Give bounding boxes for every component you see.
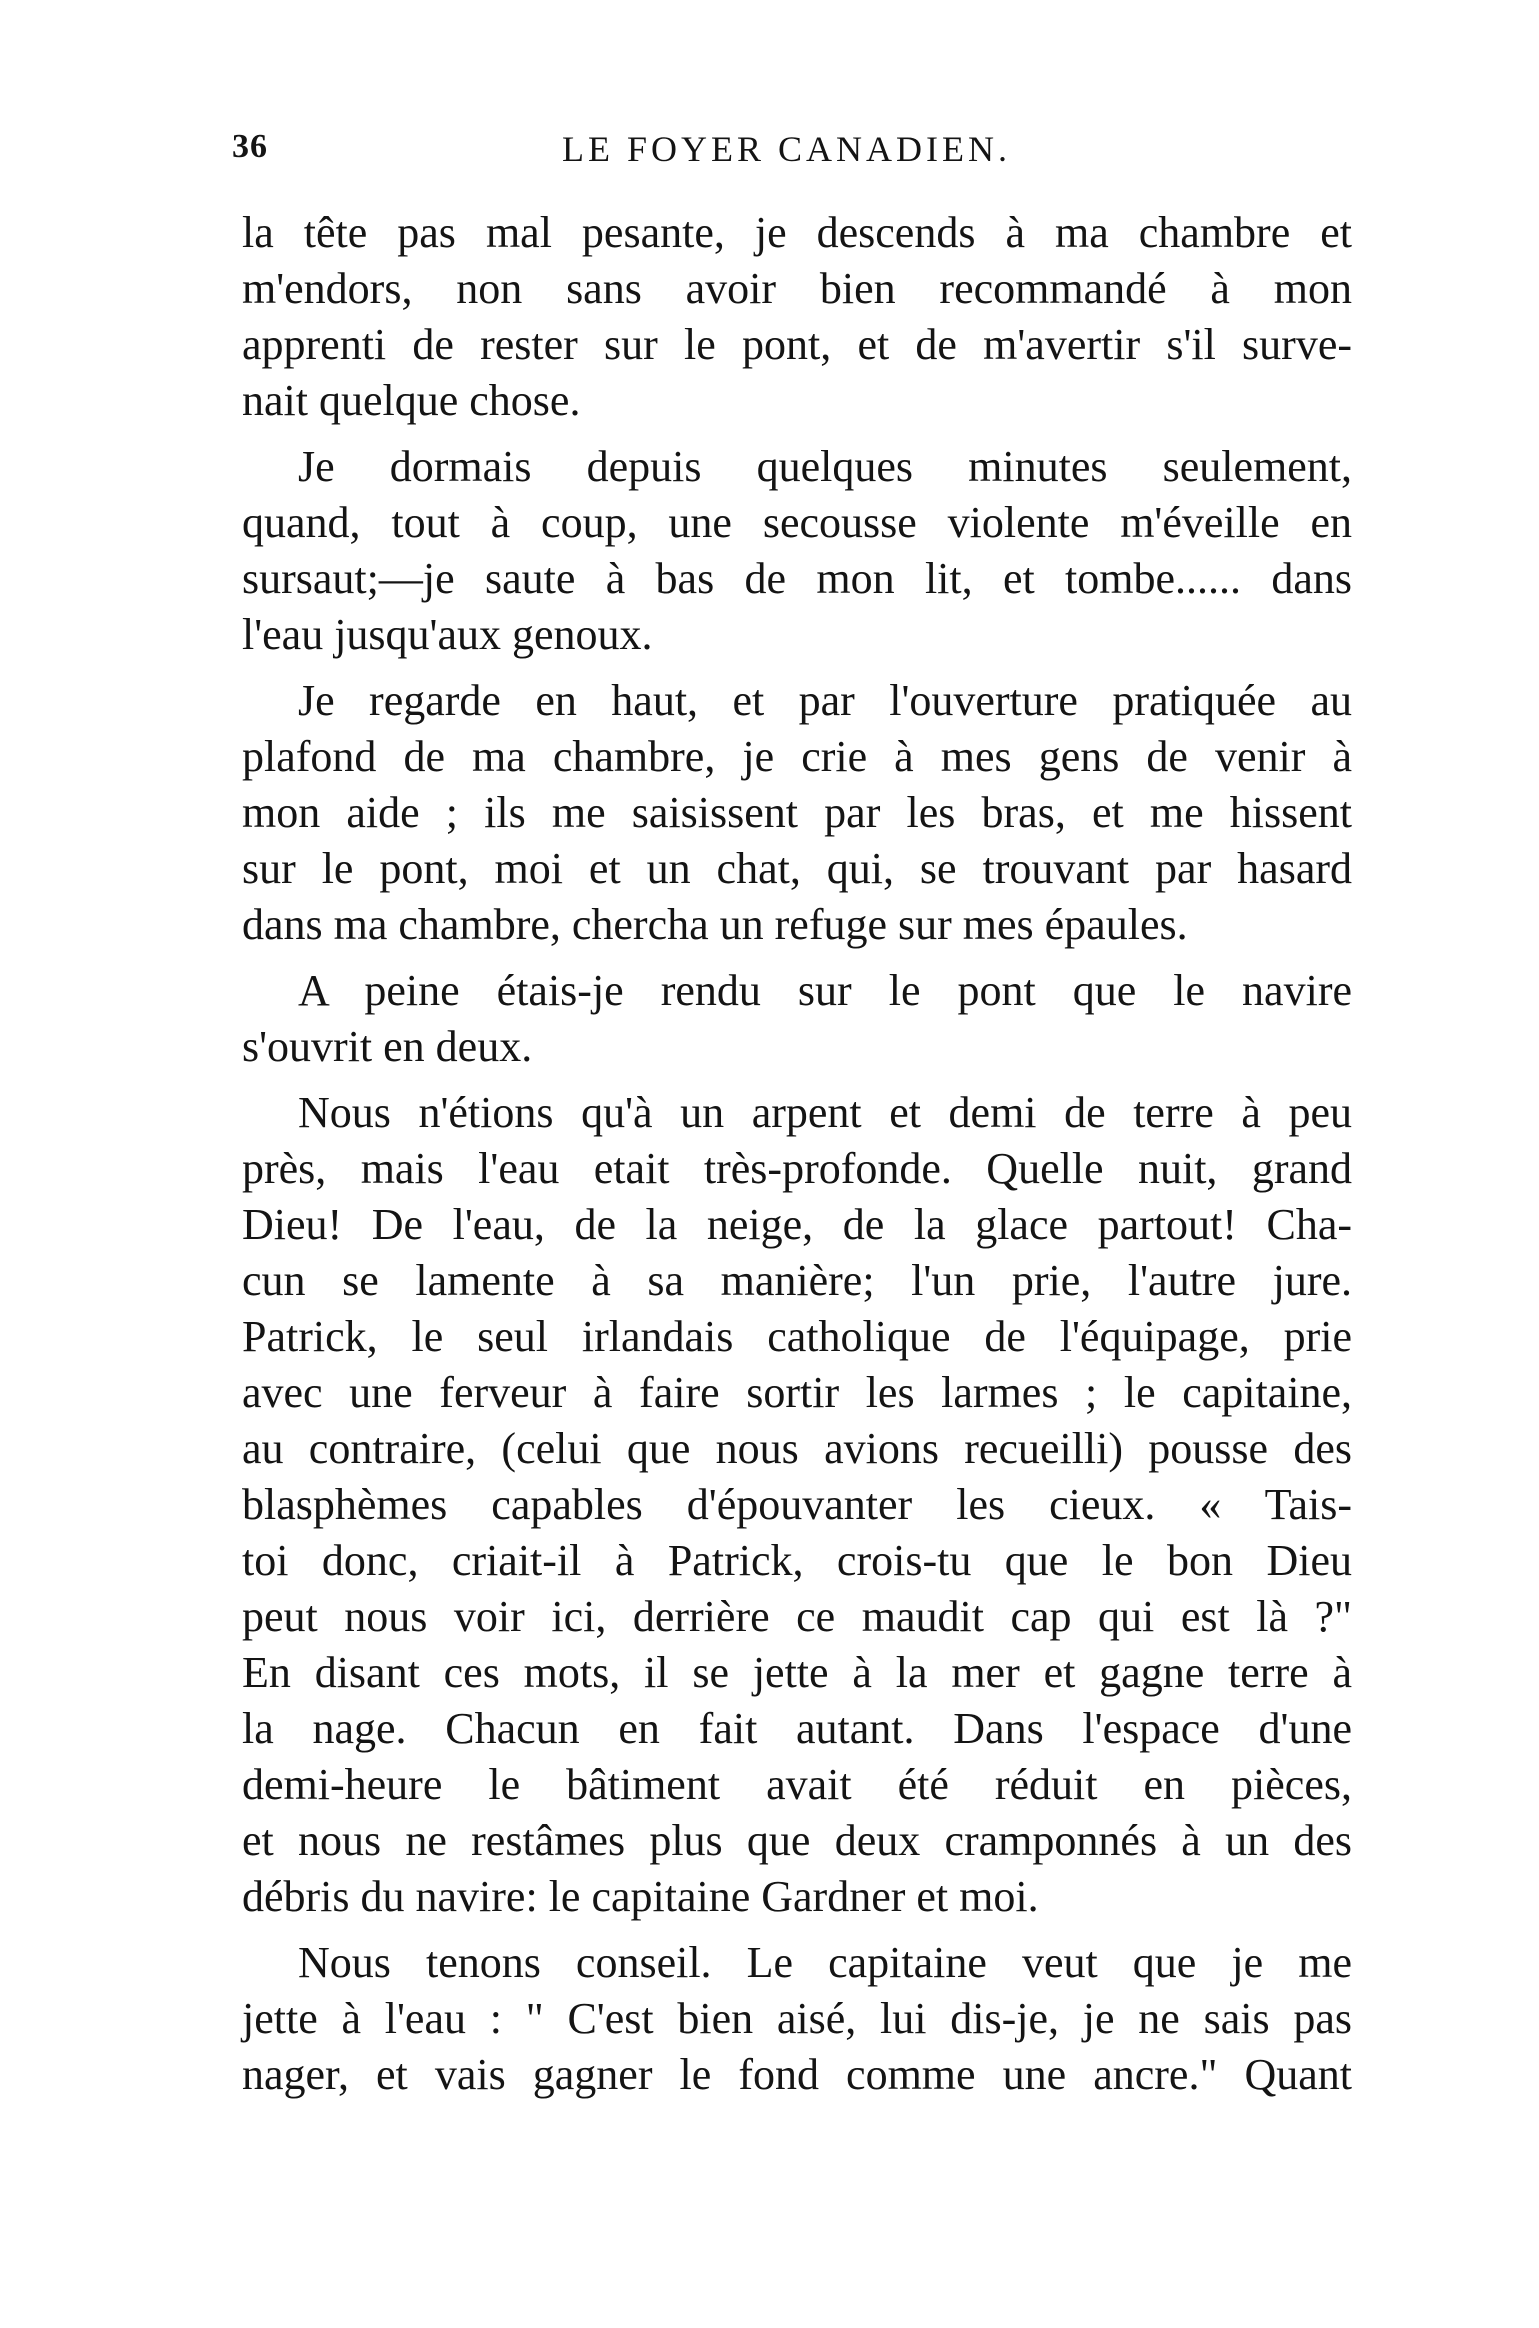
paragraph — [242, 439, 1352, 663]
text-line: nager, et vais gagner le fond comme une ancre." Quant — [242, 2050, 1352, 2099]
text-line: A peine étais-je rendu sur le pont que le navire — [298, 966, 1352, 1015]
text-line: plafond de ma chambre, je crie à mes gens de venir à — [242, 732, 1352, 781]
running-head — [232, 128, 1362, 188]
text-line: sursaut;—je saute à bas de mon lit, et tombe...... dans — [242, 554, 1352, 603]
text-line: peut nous voir ici, derrière ce maudit cap qui est là ?" — [242, 1592, 1352, 1641]
paragraph — [242, 1085, 1352, 1925]
text-line: et nous ne restâmes plus que deux cramponnés à un des — [242, 1816, 1352, 1865]
text-line: Patrick, le seul irlandais catholique de l'équipage, prie — [242, 1312, 1352, 1361]
text-line: dans ma chambre, chercha un refuge sur mes épaules. — [242, 900, 1188, 949]
text-line: au contraire, (celui que nous avions recueilli) pousse des — [242, 1424, 1352, 1473]
paragraph — [242, 205, 1352, 429]
text-line: avec une ferveur à faire sortir les larmes ; le capitaine, — [242, 1368, 1352, 1417]
text-line: sur le pont, moi et un chat, qui, se trouvant par hasard — [242, 844, 1352, 893]
text-line: Je regarde en haut, et par l'ouverture pratiquée au — [298, 676, 1352, 725]
running-title: LE FOYER CANADIEN. — [562, 129, 1011, 169]
text-line: mon aide ; ils me saisissent par les bras, et me hissent — [242, 788, 1352, 837]
page-number: 36 — [232, 128, 268, 165]
text-line: la nage. Chacun en fait autant. Dans l'espace d'une — [242, 1704, 1352, 1753]
text-line: jette à l'eau : " C'est bien aisé, lui dis-je, je ne sais pas — [242, 1994, 1352, 2043]
text-line: nait quelque chose. — [242, 376, 581, 425]
text-line: En disant ces mots, il se jette à la mer et gagne terre à — [242, 1648, 1352, 1697]
paragraph — [242, 963, 1352, 1075]
paragraph — [242, 1935, 1352, 2103]
text-line: Je dormais depuis quelques minutes seulement, — [298, 442, 1352, 491]
text-line: toi donc, criait-il à Patrick, crois-tu que le bon Dieu — [242, 1536, 1352, 1585]
text-line: s'ouvrit en deux. — [242, 1022, 533, 1071]
text-line: blasphèmes capables d'épouvanter les cieux. « Tais- — [242, 1480, 1352, 1529]
body-text — [242, 205, 1352, 2113]
text-line: Nous n'étions qu'à un arpent et demi de terre à peu — [298, 1088, 1352, 1137]
paragraph — [242, 673, 1352, 953]
text-line: débris du navire: le capitaine Gardner et moi. — [242, 1872, 1039, 1921]
text-line: apprenti de rester sur le pont, et de m'avertir s'il surve- — [242, 320, 1352, 369]
text-line: la tête pas mal pesante, je descends à ma chambre et — [242, 208, 1352, 257]
text-line: Nous tenons conseil. Le capitaine veut que je me — [298, 1938, 1352, 1987]
text-line: quand, tout à coup, une secousse violente m'éveille en — [242, 498, 1352, 547]
text-line: Dieu! De l'eau, de la neige, de la glace partout! Cha- — [242, 1200, 1352, 1249]
text-line: demi-heure le bâtiment avait été réduit en pièces, — [242, 1760, 1352, 1809]
text-line: cun se lamente à sa manière; l'un prie, l'autre jure. — [242, 1256, 1352, 1305]
text-line: l'eau jusqu'aux genoux. — [242, 610, 653, 659]
text-line: près, mais l'eau etait très-profonde. Quelle nuit, grand — [242, 1144, 1352, 1193]
text-line: m'endors, non sans avoir bien recommandé à mon — [242, 264, 1352, 313]
